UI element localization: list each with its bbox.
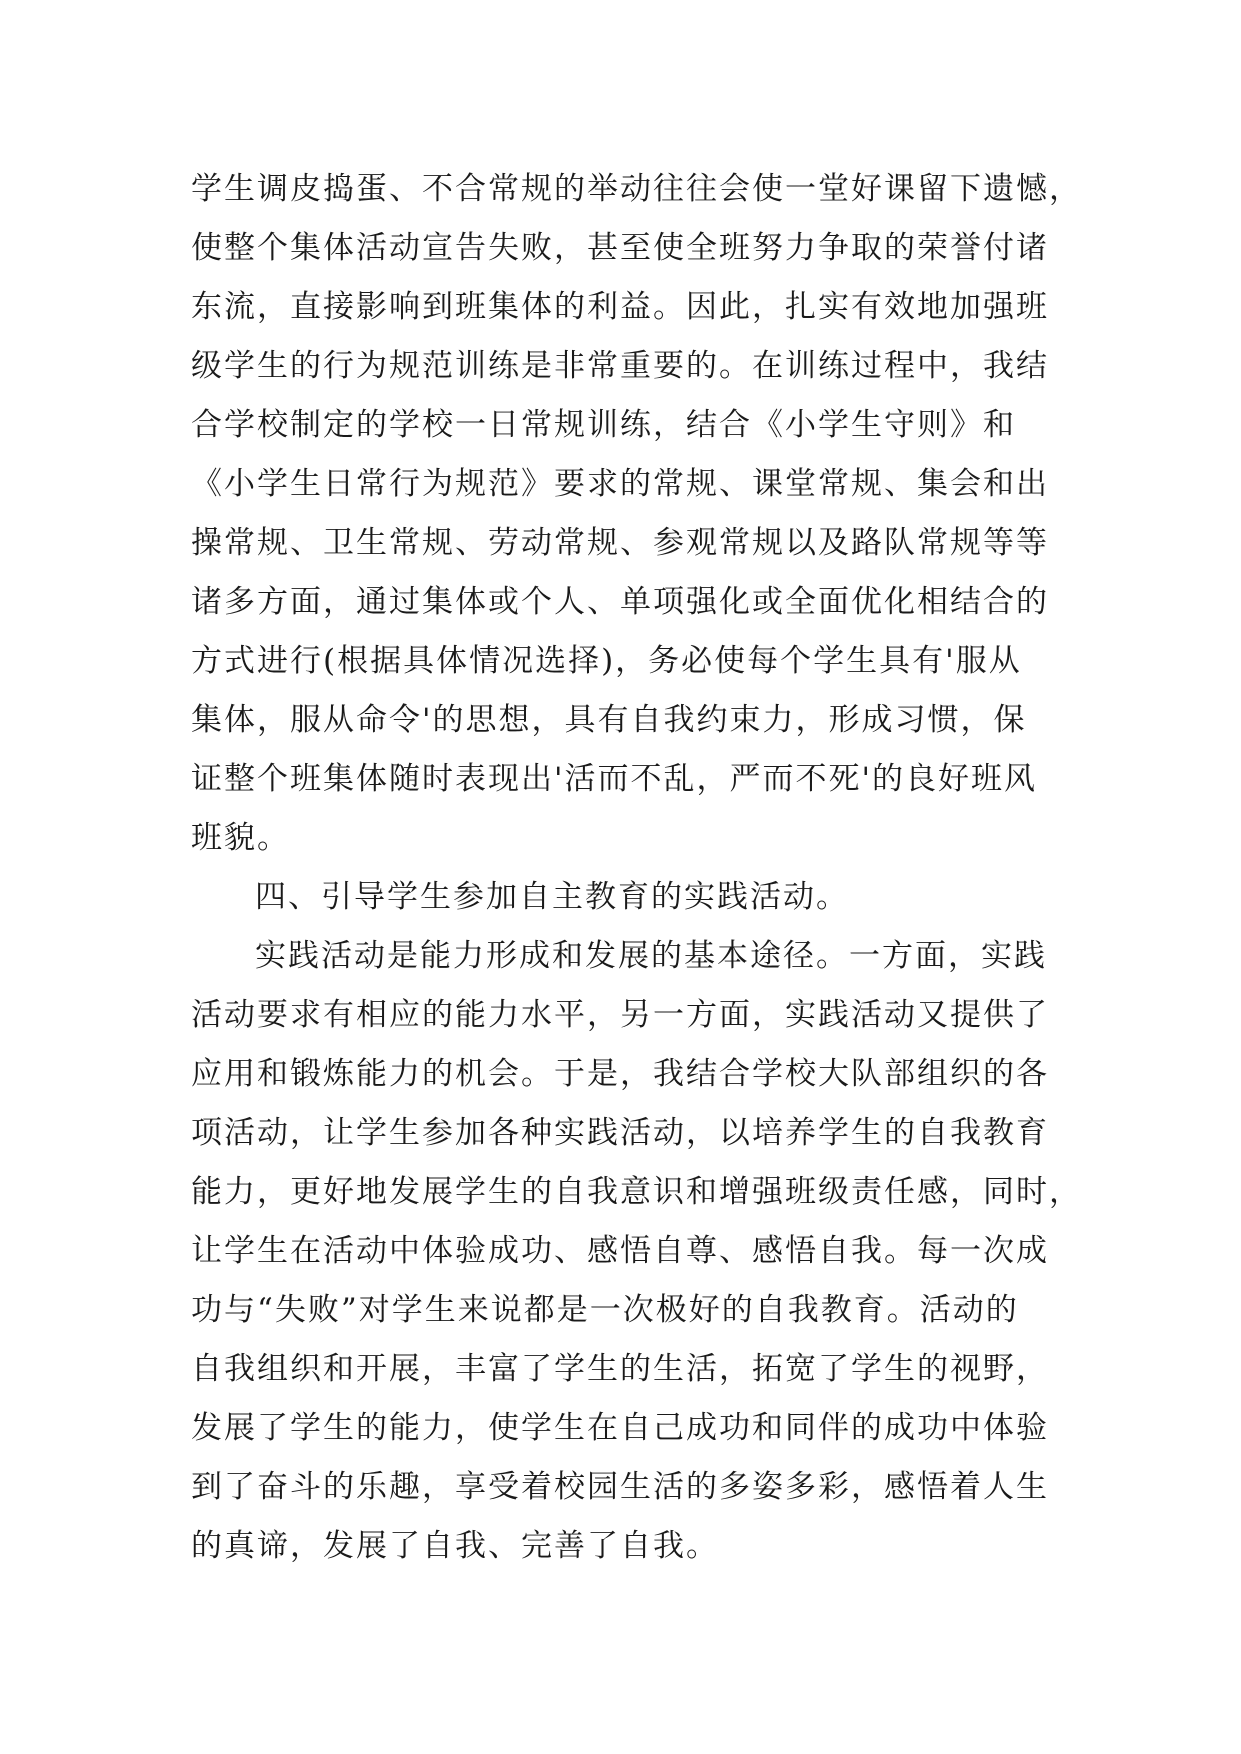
text-line: 集体，服从命令'的思想，具有自我约束力，形成习惯，保: [191, 702, 1027, 738]
text-line: 让学生在活动中体验成功、感悟自尊、感悟自我。每一次成: [191, 1233, 1049, 1269]
text-line: 东流，直接影响到班集体的利益。因此，扎实有效地加强班: [191, 289, 1049, 325]
text-line: 实践活动是能力形成和发展的基本途径。一方面，实践: [255, 938, 1047, 974]
text-line: 应用和锻炼能力的机会。于是，我结合学校大队部组织的各: [191, 1056, 1049, 1092]
text-line: 功与“失败”对学生来说都是一次极好的自我教育。活动的: [191, 1292, 1019, 1328]
text-line: 能力，更好地发展学生的自我意识和增强班级责任感，同时，: [191, 1174, 1082, 1210]
text-line: 项活动，让学生参加各种实践活动，以培养学生的自我教育: [191, 1115, 1049, 1151]
text-line: 发展了学生的能力，使学生在自己成功和同伴的成功中体验: [191, 1410, 1049, 1446]
section-heading: 四、引导学生参加自主教育的实践活动。: [255, 879, 849, 915]
text-line: 学生调皮捣蛋、不合常规的举动往往会使一堂好课留下遗憾，: [191, 171, 1082, 207]
text-line: 级学生的行为规范训练是非常重要的。在训练过程中，我结: [191, 348, 1049, 384]
text-line: 班貌。: [191, 820, 290, 856]
text-line: 方式进行(根据具体情况选择)，务必使每个学生具有'服从: [191, 643, 1022, 679]
text-line: 证整个班集体随时表现出'活而不乱，严而不死'的良好班风: [191, 761, 1038, 797]
text-line: 到了奋斗的乐趣，享受着校园生活的多姿多彩，感悟着人生: [191, 1469, 1049, 1505]
text-line: 合学校制定的学校一日常规训练，结合《小学生守则》和: [191, 407, 1016, 443]
text-line: 使整个集体活动宣告失败，甚至使全班努力争取的荣誉付诸: [191, 230, 1049, 266]
text-line: 诸多方面，通过集体或个人、单项强化或全面优化相结合的: [191, 584, 1049, 620]
text-line: 自我组织和开展，丰富了学生的生活，拓宽了学生的视野，: [191, 1351, 1049, 1387]
body-text: [191, 160, 1082, 1576]
text-line: 操常规、卫生常规、劳动常规、参观常规以及路队常规等等: [191, 525, 1049, 561]
text-line: 活动要求有相应的能力水平，另一方面，实践活动又提供了: [191, 997, 1049, 1033]
text-line: 《小学生日常行为规范》要求的常规、课堂常规、集会和出: [191, 466, 1049, 502]
text-line: 的真谛，发展了自我、完善了自我。: [191, 1528, 719, 1564]
